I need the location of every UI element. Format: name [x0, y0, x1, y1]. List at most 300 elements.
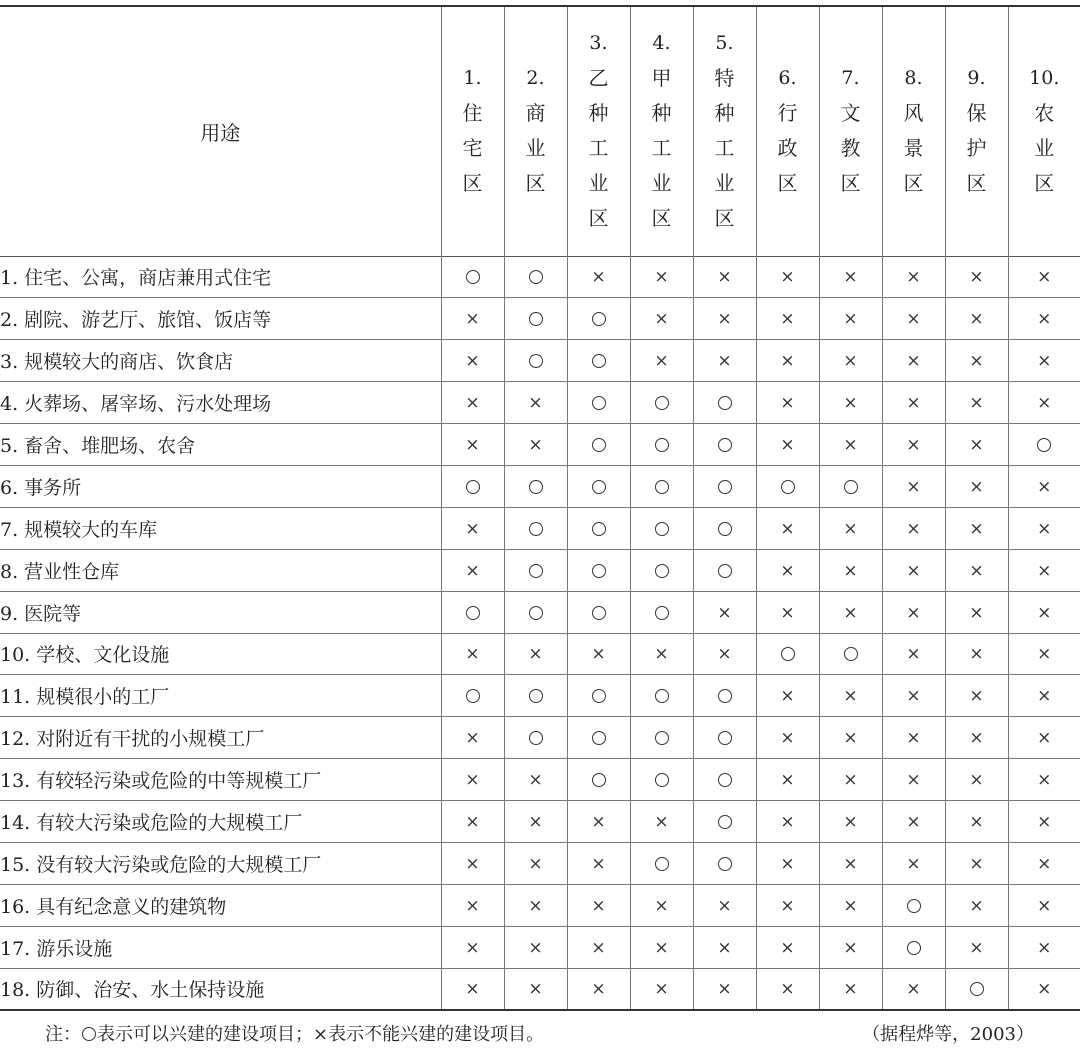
zone-label [568, 26, 630, 236]
allowed-circle-icon [1037, 438, 1051, 452]
not-allowed-cross-icon: × [1037, 267, 1052, 288]
usage-cell: 17. 游乐设施 [0, 937, 113, 960]
allowed-circle-icon [529, 689, 543, 703]
not-allowed-cross-icon: × [654, 812, 669, 833]
allowed-circle-icon [655, 689, 669, 703]
allowed-circle-icon [592, 689, 606, 703]
zone-name-char: 住 [462, 101, 483, 126]
not-allowed-cross-icon: × [465, 728, 480, 749]
zone-name-char: 风 [903, 101, 924, 126]
not-allowed-cross-icon: × [906, 351, 921, 372]
not-allowed-cross-icon: × [465, 770, 480, 791]
zone-name-char: 业 [525, 136, 546, 161]
table-row [0, 842, 1080, 884]
usage-cell: 11. 规模很小的工厂 [0, 686, 170, 709]
permission-cell [504, 507, 567, 549]
not-allowed-cross-icon: × [654, 937, 669, 958]
table-row [0, 801, 1080, 843]
permission-cell [819, 591, 882, 633]
allowed-circle-icon [466, 270, 480, 284]
permission-cell [504, 256, 567, 298]
not-allowed-cross-icon: × [717, 644, 732, 665]
permission-cell [504, 549, 567, 591]
permission-cell [756, 968, 819, 1010]
permission-cell [567, 633, 630, 675]
zone-name-char: 区 [903, 171, 924, 196]
permission-cell [693, 842, 756, 884]
permission-cell [441, 298, 504, 340]
permission-cell [1008, 675, 1080, 717]
permission-cell [756, 549, 819, 591]
not-allowed-cross-icon: × [528, 393, 543, 414]
permission-cell [756, 591, 819, 633]
permission-cell [1008, 507, 1080, 549]
not-allowed-cross-icon: × [969, 644, 984, 665]
not-allowed-cross-icon: × [843, 728, 858, 749]
not-allowed-cross-icon: × [906, 560, 921, 581]
not-allowed-cross-icon: × [843, 979, 858, 1000]
zone-number: 7. [841, 67, 860, 90]
permission-cell [693, 884, 756, 926]
not-allowed-cross-icon: × [591, 267, 606, 288]
not-allowed-cross-icon: × [780, 435, 795, 455]
not-allowed-cross-icon: × [843, 393, 858, 414]
permission-cell [1008, 926, 1080, 968]
permission-cell [819, 926, 882, 968]
allowed-circle-icon [655, 522, 669, 536]
not-allowed-cross-icon: × [780, 895, 795, 916]
permission-cell [1008, 633, 1080, 675]
not-allowed-cross-icon: × [780, 853, 795, 874]
not-allowed-cross-icon: × [843, 770, 858, 791]
zone-number: 9. [967, 67, 986, 90]
zone-name-char: 政 [777, 136, 798, 161]
not-allowed-cross-icon: × [780, 770, 795, 791]
permission-cell [441, 507, 504, 549]
zoning-table [0, 5, 1080, 1011]
usage-cell: 7. 规模较大的车库 [0, 518, 158, 541]
allowed-circle-icon [718, 564, 732, 578]
not-allowed-cross-icon: × [717, 895, 732, 916]
permission-cell [1008, 549, 1080, 591]
not-allowed-cross-icon: × [780, 979, 795, 1000]
permission-cell [441, 759, 504, 801]
permission-cell [630, 717, 693, 759]
zone-name-char: 农 [1034, 101, 1055, 126]
not-allowed-cross-icon: × [591, 644, 606, 665]
allowed-circle-icon [466, 689, 480, 703]
not-allowed-cross-icon: × [906, 476, 921, 497]
permission-cell [693, 549, 756, 591]
allowed-circle-icon [907, 941, 921, 955]
not-allowed-cross-icon: × [906, 979, 921, 1000]
not-allowed-cross-icon: × [528, 853, 543, 874]
not-allowed-cross-icon: × [780, 560, 795, 581]
not-allowed-cross-icon: × [465, 812, 480, 833]
not-allowed-cross-icon: × [1037, 602, 1052, 623]
permission-cell [693, 926, 756, 968]
permission-cell [882, 968, 945, 1010]
not-allowed-cross-icon: × [1037, 476, 1052, 497]
permission-cell [1008, 256, 1080, 298]
permission-cell [504, 298, 567, 340]
allowed-circle-icon [970, 982, 984, 996]
not-allowed-cross-icon: × [1037, 812, 1052, 833]
permission-cell [882, 842, 945, 884]
zone-header-3 [567, 6, 630, 256]
table-row [0, 382, 1080, 424]
not-allowed-cross-icon: × [528, 979, 543, 1000]
not-allowed-cross-icon: × [906, 812, 921, 833]
not-allowed-cross-icon: × [1037, 728, 1052, 749]
not-allowed-cross-icon: × [717, 267, 732, 288]
not-allowed-cross-icon: × [654, 644, 669, 665]
not-allowed-cross-icon: × [906, 435, 921, 455]
table-row [0, 759, 1080, 801]
permission-cell [1008, 968, 1080, 1010]
header-row [0, 6, 1080, 256]
not-allowed-cross-icon: × [465, 560, 480, 581]
permission-cell [630, 968, 693, 1010]
zone-name-char: 种 [714, 101, 735, 126]
not-allowed-cross-icon: × [780, 812, 795, 833]
allowed-circle-icon [529, 606, 543, 620]
not-allowed-cross-icon: × [465, 518, 480, 539]
not-allowed-cross-icon: × [465, 351, 480, 372]
usage-cell: 12. 对附近有干扰的小规模工厂 [0, 728, 265, 751]
permission-cell [1008, 424, 1080, 466]
permission-cell [567, 507, 630, 549]
table-header [0, 6, 1080, 256]
not-allowed-cross-icon: × [969, 435, 984, 455]
not-allowed-cross-icon: × [843, 853, 858, 874]
zone-name-char: 甲 [651, 66, 672, 91]
usage-cell: 16. 具有纪念意义的建筑物 [0, 895, 227, 918]
zone-header-10 [1008, 6, 1080, 256]
permission-cell [819, 968, 882, 1010]
not-allowed-cross-icon: × [843, 309, 858, 330]
permission-cell [693, 759, 756, 801]
permission-cell [567, 549, 630, 591]
permission-cell [504, 884, 567, 926]
not-allowed-cross-icon: × [906, 518, 921, 539]
table-row [0, 884, 1080, 926]
table-row [0, 968, 1080, 1010]
not-allowed-cross-icon: × [780, 602, 795, 623]
footnote-no-text: 表示不能兴建的建设项目。 [328, 1024, 545, 1045]
not-allowed-cross-icon: × [717, 979, 732, 1000]
permission-cell [630, 256, 693, 298]
not-allowed-cross-icon: × [969, 937, 984, 958]
not-allowed-cross-icon: × [1037, 937, 1052, 958]
permission-cell [819, 340, 882, 382]
permission-cell [693, 675, 756, 717]
table-row [0, 256, 1080, 298]
zone-header-6 [756, 6, 819, 256]
allowed-circle-icon [718, 689, 732, 703]
allowed-circle-icon [907, 899, 921, 913]
zone-name-char: 区 [462, 171, 483, 196]
permission-cell [504, 591, 567, 633]
permission-cell [882, 465, 945, 507]
zone-number: 2. [526, 67, 545, 90]
not-allowed-cross-icon: × [843, 518, 858, 539]
not-allowed-cross-icon: × [969, 476, 984, 497]
not-allowed-cross-icon: × [906, 644, 921, 665]
permission-cell [945, 424, 1008, 466]
permission-cell [630, 340, 693, 382]
permission-cell [441, 633, 504, 675]
permission-cell [756, 298, 819, 340]
zone-header-8 [882, 6, 945, 256]
allowed-circle-icon [592, 312, 606, 326]
not-allowed-cross-icon: × [969, 518, 984, 539]
not-allowed-cross-icon: × [1037, 393, 1052, 414]
permission-cell [630, 298, 693, 340]
permission-cell [756, 424, 819, 466]
not-allowed-cross-icon: × [906, 267, 921, 288]
zone-name-char: 工 [714, 136, 735, 161]
permission-cell [630, 633, 693, 675]
not-allowed-cross-icon: × [717, 937, 732, 958]
not-allowed-cross-icon: × [780, 351, 795, 372]
permission-cell [567, 926, 630, 968]
permission-cell [441, 424, 504, 466]
not-allowed-cross-icon: × [528, 644, 543, 665]
permission-cell [756, 633, 819, 675]
not-allowed-cross-icon: × [969, 393, 984, 414]
permission-cell [630, 759, 693, 801]
allowed-circle-icon [718, 857, 732, 871]
allowed-circle-icon [592, 522, 606, 536]
zone-name-char: 区 [1034, 171, 1055, 196]
permission-cell [945, 340, 1008, 382]
zone-name-char: 业 [1034, 136, 1055, 161]
permission-cell [441, 842, 504, 884]
permission-cell [882, 926, 945, 968]
not-allowed-cross-icon: × [906, 602, 921, 623]
permission-cell [693, 633, 756, 675]
permission-cell [1008, 801, 1080, 843]
not-allowed-cross-icon: × [780, 686, 795, 707]
zone-label [820, 61, 882, 201]
allowed-circle-icon [466, 606, 480, 620]
permission-cell [819, 256, 882, 298]
permission-cell [567, 591, 630, 633]
not-allowed-cross-icon: × [654, 979, 669, 1000]
zone-name-char: 业 [588, 171, 609, 196]
permission-cell [882, 382, 945, 424]
permission-cell [945, 465, 1008, 507]
usage-cell: 1. 住宅、公寓，商店兼用式住宅 [0, 267, 272, 290]
permission-cell [630, 549, 693, 591]
zone-label [505, 61, 567, 201]
permission-cell [756, 926, 819, 968]
allowed-circle-icon [781, 647, 795, 661]
permission-cell [945, 298, 1008, 340]
permission-cell [756, 507, 819, 549]
allowed-circle-icon [592, 480, 606, 494]
zone-number: 3. [589, 32, 608, 55]
permission-cell [819, 507, 882, 549]
source-citation: （据程烨等，2003） [862, 1024, 1034, 1045]
footnote-text [45, 1020, 544, 1046]
allowed-circle-icon [655, 396, 669, 410]
permission-cell [1008, 382, 1080, 424]
permission-cell [504, 465, 567, 507]
not-allowed-cross-icon: × [528, 812, 543, 833]
allowed-circle-icon [655, 731, 669, 745]
not-allowed-cross-icon: × [843, 937, 858, 958]
not-allowed-cross-icon: × [843, 812, 858, 833]
not-allowed-cross-icon: × [843, 602, 858, 623]
permission-cell [945, 633, 1008, 675]
permission-cell [567, 717, 630, 759]
allowed-circle-icon [529, 480, 543, 494]
permission-cell [756, 884, 819, 926]
not-allowed-cross-icon: × [1037, 309, 1052, 330]
permission-cell [756, 801, 819, 843]
not-allowed-cross-icon: × [591, 853, 606, 874]
permission-cell [504, 801, 567, 843]
not-allowed-cross-icon: × [465, 309, 480, 330]
zone-number: 5. [715, 32, 734, 55]
permission-cell [1008, 298, 1080, 340]
permission-cell [819, 675, 882, 717]
permission-cell [567, 340, 630, 382]
permission-cell [945, 884, 1008, 926]
permission-cell [756, 759, 819, 801]
zone-name-char: 护 [966, 136, 987, 161]
table-row [0, 465, 1080, 507]
not-allowed-cross-icon: × [780, 393, 795, 414]
permission-cell [441, 382, 504, 424]
permission-cell [945, 759, 1008, 801]
zone-label [883, 61, 945, 201]
zone-name-char: 区 [840, 171, 861, 196]
permission-cell [882, 801, 945, 843]
zone-name-char: 宅 [462, 136, 483, 161]
not-allowed-cross-icon: × [1037, 351, 1052, 372]
allowed-circle-icon [655, 438, 669, 452]
permission-cell [630, 801, 693, 843]
table-row [0, 591, 1080, 633]
permission-cell [882, 591, 945, 633]
permission-cell [882, 675, 945, 717]
permission-cell [882, 549, 945, 591]
permission-cell [693, 382, 756, 424]
allowed-circle-icon [592, 438, 606, 452]
permission-cell [945, 382, 1008, 424]
not-allowed-cross-icon: × [1037, 644, 1052, 665]
permission-cell [504, 675, 567, 717]
allowed-circle-icon [718, 480, 732, 494]
permission-cell [819, 801, 882, 843]
not-allowed-cross-icon: × [528, 770, 543, 791]
permission-cell [567, 256, 630, 298]
zone-header-5 [693, 6, 756, 256]
permission-cell [693, 256, 756, 298]
zone-label [1009, 61, 1080, 201]
allowed-circle-icon [592, 773, 606, 787]
usage-cell: 13. 有较轻污染或危险的中等规模工厂 [0, 770, 322, 793]
allowed-circle-icon [718, 522, 732, 536]
permission-cell [1008, 884, 1080, 926]
permission-cell [441, 256, 504, 298]
permission-cell [945, 968, 1008, 1010]
permission-cell [441, 801, 504, 843]
allowed-circle-icon [718, 815, 732, 829]
permission-cell [504, 759, 567, 801]
allowed-circle-icon [529, 522, 543, 536]
zone-name-char: 区 [588, 206, 609, 231]
permission-cell [693, 591, 756, 633]
permission-cell [882, 507, 945, 549]
table-row [0, 340, 1080, 382]
permission-cell [567, 298, 630, 340]
zone-name-char: 种 [651, 101, 672, 126]
not-allowed-cross-icon: × [1037, 560, 1052, 581]
allowed-circle-icon [718, 396, 732, 410]
permission-cell [504, 717, 567, 759]
permission-cell [945, 507, 1008, 549]
not-allowed-cross-icon: × [465, 853, 480, 874]
cross-symbol: × [313, 1024, 329, 1045]
permission-cell [945, 717, 1008, 759]
not-allowed-cross-icon: × [1037, 686, 1052, 707]
allowed-circle-icon [529, 270, 543, 284]
permission-cell [630, 926, 693, 968]
zone-name-char: 特 [714, 66, 735, 91]
permission-cell [693, 465, 756, 507]
not-allowed-cross-icon: × [591, 812, 606, 833]
not-allowed-cross-icon: × [969, 309, 984, 330]
permission-cell [882, 340, 945, 382]
permission-cell [1008, 340, 1080, 382]
permission-cell [756, 340, 819, 382]
not-allowed-cross-icon: × [654, 267, 669, 288]
permission-cell [945, 842, 1008, 884]
not-allowed-cross-icon: × [1037, 979, 1052, 1000]
not-allowed-cross-icon: × [843, 686, 858, 707]
permission-cell [756, 465, 819, 507]
zone-name-char: 保 [966, 101, 987, 126]
permission-cell [630, 382, 693, 424]
zone-header-9 [945, 6, 1008, 256]
permission-cell [441, 465, 504, 507]
permission-cell [567, 968, 630, 1010]
permission-cell [504, 340, 567, 382]
permission-cell [756, 842, 819, 884]
permission-cell [1008, 759, 1080, 801]
not-allowed-cross-icon: × [843, 435, 858, 455]
usage-cell: 15. 没有较大污染或危险的大规模工厂 [0, 853, 322, 876]
not-allowed-cross-icon: × [654, 895, 669, 916]
permission-cell [882, 256, 945, 298]
permission-cell [693, 801, 756, 843]
usage-cell: 6. 事务所 [0, 476, 82, 499]
not-allowed-cross-icon: × [465, 435, 480, 455]
allowed-circle-icon [655, 857, 669, 871]
zone-label [442, 61, 504, 201]
allowed-circle-icon [718, 773, 732, 787]
not-allowed-cross-icon: × [906, 393, 921, 414]
permission-cell [567, 382, 630, 424]
not-allowed-cross-icon: × [1037, 853, 1052, 874]
permission-cell [819, 382, 882, 424]
usage-cell: 10. 学校、文化设施 [0, 644, 170, 667]
permission-cell [693, 717, 756, 759]
